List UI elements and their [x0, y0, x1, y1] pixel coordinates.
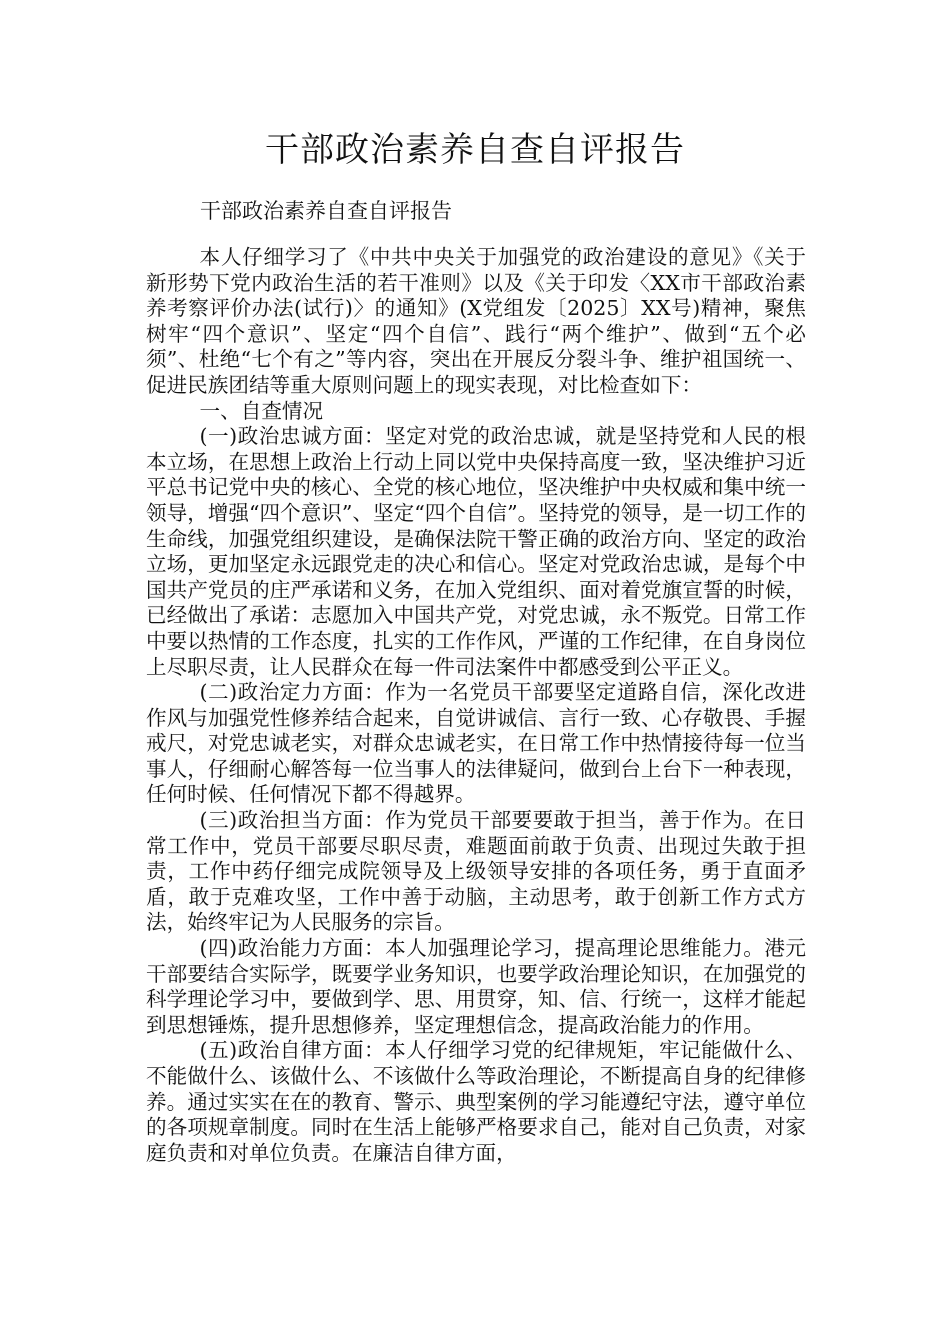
section-heading-self-check: 一、自查情况 — [199, 398, 324, 423]
document-title: 干部政治素养自查自评报告 — [265, 130, 685, 170]
paragraph-political-responsibility: (三)政治担当方面：作为党员干部要要敢于担当，善于作为。在日常工作中，党员干部要尽职尽责，难题面前敢于负责、出现过失敢于担责，工作中药仔细完成院领导及上级领导安排的各项任务，勇于直面矛盾，敢于克难攻坚，工作中善于动脑，主动思考，敢于创新工作方式方法，始终牢记为人民服务的宗旨。 — [146, 808, 806, 935]
paragraph-political-ability: (四)政治能力方面：本人加强理论学习，提高理论思维能力。港元干部要结合实际学，既要学业务知识，也要学政治理论知识，在加强党的科学理论学习中，要做到学、思、用贯穿，知、信、行统一，这样才能起到思想锤炼，提升思想修养，坚定理想信念，提高政治能力的作用。 — [146, 936, 806, 1037]
paragraph-political-loyalty: (一)政治忠诚方面：坚定对党的政治忠诚，就是坚持党和人民的根本立场，在思想上政治上行动上同以党中央保持高度一致，坚决维护习近平总书记党中央的核心、全党的核心地位，坚决维护中央权威和集中统一领导，增强“四个意识”、坚定“四个自信”。坚持党的领导，是一切工作的生命线，加强党组织建设，是确保法院干警正确的政治方向、坚定的政治立场，更加坚定永远跟党走的决心和信心。坚定对党政治忠诚，是每个中国共产党员的庄严承诺和义务，在加入党组织、面对着党旗宣誓的时候，已经做出了承诺：志愿加入中国共产党，对党忠诚，永不叛党。日常工作中要以热情的工作态度，扎实的工作作风，严谨的工作纪律，在自身岗位上尽职尽责，让人民群众在每一件司法案件中都感受到公平正义。 — [146, 424, 806, 679]
document-body — [146, 245, 806, 1166]
paragraph-intro: 本人仔细学习了《中共中央关于加强党的政治建设的意见》《关于新形势下党内政治生活的若干准则》以及《关于印发〈XX市干部政治素养考察评价办法(试行)〉的通知》(X党组发〔2025〕XX号)精神，聚焦树牢“四个意识”、坚定“四个自信”、践行“两个维护”、做到“五个必须”、杜绝“七个有之”等内容，突出在开展反分裂斗争、维护祖国统一、促进民族团结等重大原则问题上的现实表现，对比检查如下： — [146, 245, 806, 397]
paragraph-political-resolve: (二)政治定力方面：作为一名党员干部要坚定道路自信，深化改进作风与加强党性修养结合起来，自觉讲诚信、言行一致、心存敬畏、手握戒尺，对党忠诚老实，对群众忠诚老实，在日常工作中热情接待每一位当事人，仔细耐心解答每一位当事人的法律疑问，做到台上台下一种表现，任何时候、任何情况下都不得越界。 — [146, 680, 806, 807]
paragraph-political-discipline: (五)政治自律方面：本人仔细学习党的纪律规矩，牢记能做什么、不能做什么、该做什么、不该做什么等政治理论，不断提高自身的纪律修养。通过实实在在的教育、警示、典型案例的学习能遵纪守法，遵守单位的各项规章制度。同时在生活上能够严格要求自己，能对自己负责，对家庭负责和对单位负责。在廉洁自律方面， — [146, 1038, 806, 1165]
document-subtitle: 干部政治素养自查自评报告 — [200, 199, 452, 223]
